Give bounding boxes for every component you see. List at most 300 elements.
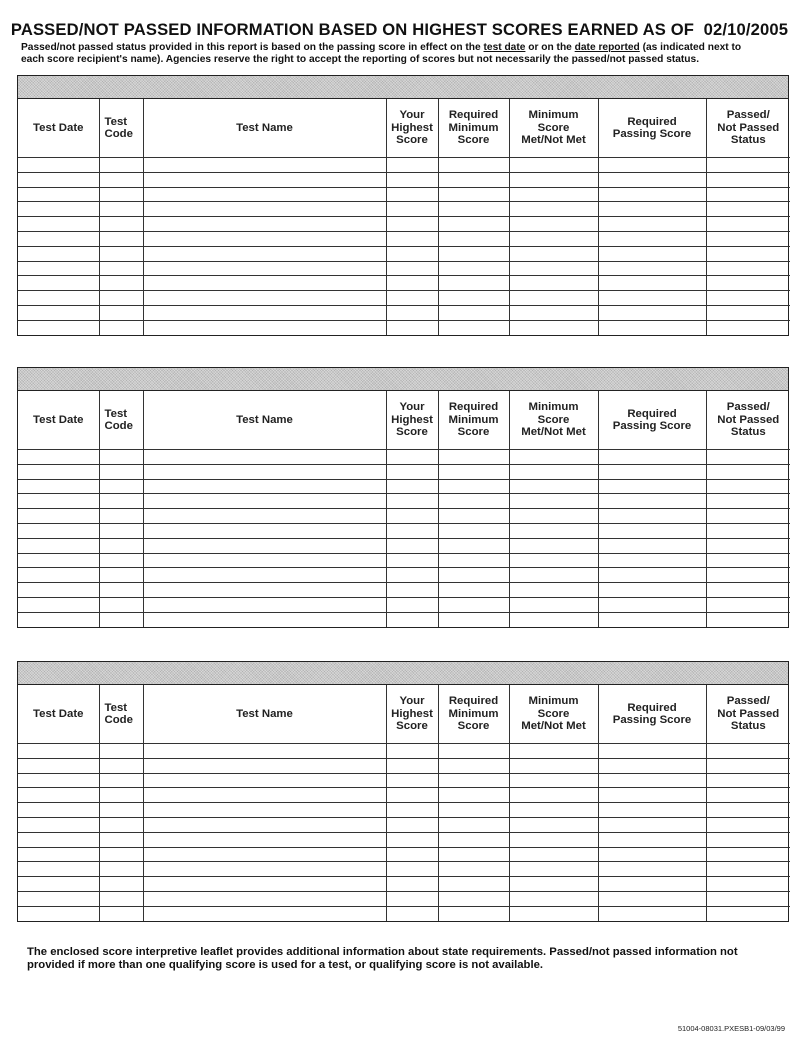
table-cell xyxy=(509,597,598,612)
table-cell xyxy=(438,231,509,246)
date-reported-term: date reported xyxy=(574,42,640,53)
column-header xyxy=(598,685,706,744)
column-header-text: Minimum xyxy=(528,109,579,122)
table-cell xyxy=(509,187,598,202)
score-table-2 xyxy=(17,367,789,628)
table-row xyxy=(18,509,790,524)
table-cell xyxy=(509,862,598,877)
table-cell xyxy=(18,276,99,291)
table-cell xyxy=(706,202,790,217)
table-cell xyxy=(99,261,143,276)
table-cell xyxy=(706,523,790,538)
table-cell xyxy=(598,450,706,465)
table-cell xyxy=(706,276,790,291)
table-row xyxy=(18,538,790,553)
table-cell xyxy=(598,464,706,479)
footer-note-line1: The enclosed score interpretive leaflet provides additional information about state requirements. Passed/not passed information not xyxy=(27,946,738,958)
table-cell xyxy=(438,877,509,892)
column-header-text: Required xyxy=(627,701,677,714)
table-cell xyxy=(598,479,706,494)
table-cell xyxy=(18,583,99,598)
table-cell xyxy=(438,773,509,788)
table-cell xyxy=(18,479,99,494)
column-header-text: Test xyxy=(104,115,128,128)
column-header-text: Passed/ xyxy=(726,109,770,122)
table-cell xyxy=(598,817,706,832)
column-header-text: Minimum xyxy=(528,401,579,414)
table-cell xyxy=(99,803,143,818)
table-cell xyxy=(99,291,143,306)
table-cell xyxy=(18,246,99,261)
table-cell xyxy=(99,450,143,465)
table-cell xyxy=(99,276,143,291)
table-row xyxy=(18,803,790,818)
table-cell xyxy=(706,597,790,612)
table-cell xyxy=(18,803,99,818)
table-cell xyxy=(438,523,509,538)
table-cell xyxy=(509,479,598,494)
table-cell xyxy=(386,231,438,246)
table-cell xyxy=(706,862,790,877)
table-cell xyxy=(99,891,143,906)
table-cell xyxy=(438,847,509,862)
table-cell xyxy=(438,568,509,583)
table-cell xyxy=(143,553,386,568)
table-cell xyxy=(438,788,509,803)
column-header-text: Met/Not Met xyxy=(521,720,586,733)
table-cell xyxy=(598,788,706,803)
table-row xyxy=(18,172,790,187)
table-cell xyxy=(438,758,509,773)
column-header xyxy=(386,685,438,744)
table-cell xyxy=(598,847,706,862)
table-cell xyxy=(143,523,386,538)
intro-text-3: (as indicated next to xyxy=(639,42,742,53)
column-header-text: Met/Not Met xyxy=(521,426,586,439)
column-header-text: Highest xyxy=(391,413,433,426)
table-row xyxy=(18,906,790,920)
column-header xyxy=(18,685,99,744)
column-header-text: Status xyxy=(730,720,766,733)
table-cell xyxy=(99,877,143,892)
table-cell xyxy=(386,479,438,494)
column-header-text: Required xyxy=(448,695,499,708)
table-cell xyxy=(598,583,706,598)
table-cell xyxy=(99,187,143,202)
table-cell xyxy=(386,217,438,232)
column-header-text: Test Name xyxy=(236,121,293,134)
table-row xyxy=(18,261,790,276)
table-row xyxy=(18,788,790,803)
column-header-text: Highest xyxy=(391,121,433,134)
table-cell xyxy=(143,217,386,232)
table-cell xyxy=(598,877,706,892)
table-cell xyxy=(386,202,438,217)
column-header-text: Code xyxy=(104,420,133,432)
table-cell xyxy=(18,291,99,306)
table-cell xyxy=(706,464,790,479)
table-cell xyxy=(598,832,706,847)
table-cell xyxy=(99,568,143,583)
table-cell xyxy=(99,246,143,261)
table-header-band xyxy=(18,662,788,685)
score-grid xyxy=(18,391,790,627)
column-header-text: Status xyxy=(730,426,766,439)
column-header-text: Test xyxy=(104,701,128,714)
column-header-text: Passing Score xyxy=(612,420,692,432)
table-cell xyxy=(438,597,509,612)
table-cell xyxy=(598,320,706,334)
table-cell xyxy=(438,202,509,217)
table-cell xyxy=(509,523,598,538)
table-cell xyxy=(386,305,438,320)
table-cell xyxy=(18,305,99,320)
table-cell xyxy=(706,246,790,261)
column-header-text: Passed/ xyxy=(726,401,770,414)
table-cell xyxy=(598,803,706,818)
table-cell xyxy=(99,847,143,862)
table-cell xyxy=(706,172,790,187)
table-row xyxy=(18,291,790,306)
column-header-text: Minimum xyxy=(448,121,499,134)
intro-text-1: Passed/not passed status provided in this report is based on the passing score in effect on the xyxy=(21,42,484,53)
table-cell xyxy=(143,538,386,553)
table-cell xyxy=(99,773,143,788)
column-header-text: Met/Not Met xyxy=(521,134,586,147)
column-header xyxy=(99,685,143,744)
table-cell xyxy=(18,906,99,920)
column-header xyxy=(598,99,706,158)
table-cell xyxy=(509,246,598,261)
table-cell xyxy=(438,744,509,759)
column-header-text: Test Date xyxy=(33,121,84,134)
table-cell xyxy=(143,597,386,612)
table-cell xyxy=(706,788,790,803)
table-cell xyxy=(509,158,598,173)
table-cell xyxy=(99,494,143,509)
table-cell xyxy=(143,450,386,465)
table-cell xyxy=(598,509,706,524)
table-cell xyxy=(598,261,706,276)
table-cell xyxy=(143,744,386,759)
table-cell xyxy=(18,758,99,773)
table-cell xyxy=(386,276,438,291)
column-header-text: Passed/ xyxy=(726,695,770,708)
table-cell xyxy=(386,464,438,479)
table-row xyxy=(18,891,790,906)
table-cell xyxy=(509,538,598,553)
table-cell xyxy=(706,906,790,920)
column-header xyxy=(386,391,438,450)
table-cell xyxy=(99,744,143,759)
table-cell xyxy=(598,891,706,906)
table-cell xyxy=(598,187,706,202)
table-cell xyxy=(386,891,438,906)
table-cell xyxy=(598,246,706,261)
table-cell xyxy=(598,231,706,246)
table-cell xyxy=(706,479,790,494)
footer-note-line2: provided if more than one qualifying score is used for a test, or qualifying score is not available. xyxy=(27,959,544,971)
table-cell xyxy=(386,758,438,773)
table-cell xyxy=(143,158,386,173)
table-cell xyxy=(509,305,598,320)
table-cell xyxy=(706,509,790,524)
table-row xyxy=(18,320,790,334)
table-cell xyxy=(143,847,386,862)
table-cell xyxy=(18,231,99,246)
table-cell xyxy=(18,568,99,583)
column-header xyxy=(509,685,598,744)
table-cell xyxy=(99,788,143,803)
table-cell xyxy=(598,523,706,538)
intro-text-2: or on the xyxy=(525,42,575,53)
table-row xyxy=(18,217,790,232)
column-header-text: Score xyxy=(396,134,428,147)
column-header xyxy=(509,391,598,450)
table-cell xyxy=(509,464,598,479)
column-header-text: Score xyxy=(457,720,490,733)
table-cell xyxy=(143,832,386,847)
column-header-text: Test Name xyxy=(236,707,293,720)
table-row xyxy=(18,202,790,217)
table-cell xyxy=(598,758,706,773)
table-cell xyxy=(386,862,438,877)
table-cell xyxy=(386,450,438,465)
table-cell xyxy=(438,320,509,334)
table-cell xyxy=(99,758,143,773)
table-cell xyxy=(386,788,438,803)
table-cell xyxy=(598,276,706,291)
table-cell xyxy=(438,832,509,847)
table-cell xyxy=(143,172,386,187)
table-cell xyxy=(99,231,143,246)
column-header xyxy=(706,99,790,158)
column-header-text: Highest xyxy=(391,707,433,720)
table-cell xyxy=(386,172,438,187)
table-cell xyxy=(598,538,706,553)
table-cell xyxy=(438,158,509,173)
column-header-text: Test Date xyxy=(33,707,84,720)
table-cell xyxy=(143,494,386,509)
table-cell xyxy=(438,553,509,568)
column-header xyxy=(438,391,509,450)
table-cell xyxy=(509,612,598,626)
table-row xyxy=(18,612,790,626)
table-cell xyxy=(706,261,790,276)
table-cell xyxy=(386,553,438,568)
table-cell xyxy=(143,891,386,906)
table-row xyxy=(18,832,790,847)
table-cell xyxy=(99,464,143,479)
column-header-text: Code xyxy=(104,714,133,726)
table-cell xyxy=(706,803,790,818)
table-cell xyxy=(438,305,509,320)
table-cell xyxy=(438,291,509,306)
table-cell xyxy=(99,320,143,334)
column-header-text: Score xyxy=(457,426,490,439)
table-cell xyxy=(18,261,99,276)
table-cell xyxy=(438,817,509,832)
table-cell xyxy=(438,187,509,202)
table-cell xyxy=(706,158,790,173)
table-cell xyxy=(509,847,598,862)
table-cell xyxy=(509,744,598,759)
table-cell xyxy=(509,509,598,524)
table-cell xyxy=(18,597,99,612)
table-cell xyxy=(386,597,438,612)
table-cell xyxy=(438,172,509,187)
column-header-text: Minimum xyxy=(448,413,499,426)
table-cell xyxy=(598,217,706,232)
table-row xyxy=(18,877,790,892)
column-header-text: Minimum xyxy=(448,707,499,720)
table-cell xyxy=(18,523,99,538)
table-cell xyxy=(99,862,143,877)
table-cell xyxy=(706,773,790,788)
intro-text-line2: each score recipient's name). Agencies reserve the right to accept the reporting of scores but not necessarily the passed/not passed status. xyxy=(21,54,700,65)
table-cell xyxy=(598,553,706,568)
table-cell xyxy=(706,568,790,583)
table-cell xyxy=(509,758,598,773)
table-cell xyxy=(598,202,706,217)
column-header-text: Status xyxy=(730,134,766,147)
table-row xyxy=(18,464,790,479)
table-cell xyxy=(143,261,386,276)
table-cell xyxy=(509,891,598,906)
table-cell xyxy=(438,276,509,291)
table-cell xyxy=(509,450,598,465)
table-cell xyxy=(18,832,99,847)
table-cell xyxy=(386,832,438,847)
table-cell xyxy=(438,906,509,920)
table-cell xyxy=(18,450,99,465)
table-cell xyxy=(509,803,598,818)
table-cell xyxy=(99,305,143,320)
table-cell xyxy=(99,553,143,568)
column-header xyxy=(143,391,386,450)
table-cell xyxy=(143,305,386,320)
column-header xyxy=(18,99,99,158)
table-cell xyxy=(706,217,790,232)
table-cell xyxy=(143,464,386,479)
column-header-text: Minimum xyxy=(528,695,579,708)
table-cell xyxy=(706,538,790,553)
column-header-text: Required xyxy=(627,407,677,420)
table-cell xyxy=(598,744,706,759)
table-row xyxy=(18,246,790,261)
table-cell xyxy=(598,597,706,612)
table-cell xyxy=(143,817,386,832)
table-cell xyxy=(438,464,509,479)
table-row xyxy=(18,583,790,598)
header-row xyxy=(18,99,790,158)
table-cell xyxy=(706,291,790,306)
table-cell xyxy=(18,202,99,217)
table-cell xyxy=(509,202,598,217)
table-cell xyxy=(143,276,386,291)
table-cell xyxy=(706,305,790,320)
table-cell xyxy=(509,291,598,306)
table-cell xyxy=(18,788,99,803)
test-date-term: test date xyxy=(483,42,526,53)
table-row xyxy=(18,494,790,509)
table-cell xyxy=(509,817,598,832)
table-cell xyxy=(386,523,438,538)
column-header-text: Required xyxy=(627,115,677,128)
title-text: PASSED/NOT PASSED INFORMATION BASED ON HIGHEST SCORES EARNED AS OF xyxy=(10,20,695,39)
table-cell xyxy=(438,479,509,494)
table-row xyxy=(18,744,790,759)
table-cell xyxy=(438,862,509,877)
table-header-band xyxy=(18,76,788,99)
table-cell xyxy=(99,158,143,173)
table-cell xyxy=(18,612,99,626)
table-cell xyxy=(99,202,143,217)
table-cell xyxy=(438,217,509,232)
column-header-text: Required xyxy=(448,401,499,414)
table-cell xyxy=(143,479,386,494)
table-row xyxy=(18,553,790,568)
column-header-text: Passing Score xyxy=(612,128,692,140)
table-cell xyxy=(509,906,598,920)
table-cell xyxy=(386,612,438,626)
table-cell xyxy=(509,773,598,788)
table-header-band xyxy=(18,368,788,391)
table-cell xyxy=(706,817,790,832)
table-cell xyxy=(18,553,99,568)
table-cell xyxy=(509,568,598,583)
column-header xyxy=(99,391,143,450)
table-cell xyxy=(18,744,99,759)
table-row xyxy=(18,862,790,877)
table-cell xyxy=(386,538,438,553)
table-cell xyxy=(386,509,438,524)
page-title xyxy=(0,20,799,40)
table-cell xyxy=(598,494,706,509)
column-header xyxy=(18,391,99,450)
table-cell xyxy=(18,847,99,862)
table-cell xyxy=(706,891,790,906)
table-cell xyxy=(386,158,438,173)
intro-paragraph xyxy=(21,42,791,66)
table-cell xyxy=(386,261,438,276)
table-row xyxy=(18,847,790,862)
table-cell xyxy=(386,773,438,788)
footer-note xyxy=(27,946,792,972)
table-cell xyxy=(143,877,386,892)
table-cell xyxy=(143,246,386,261)
table-cell xyxy=(386,803,438,818)
table-cell xyxy=(18,158,99,173)
column-header xyxy=(509,99,598,158)
table-row xyxy=(18,568,790,583)
table-cell xyxy=(706,320,790,334)
table-cell xyxy=(706,877,790,892)
column-header xyxy=(706,391,790,450)
column-header xyxy=(598,391,706,450)
table-cell xyxy=(598,172,706,187)
table-cell xyxy=(18,877,99,892)
table-cell xyxy=(438,494,509,509)
score-grid xyxy=(18,685,790,921)
table-cell xyxy=(598,906,706,920)
table-cell xyxy=(143,906,386,920)
table-row xyxy=(18,231,790,246)
table-cell xyxy=(386,583,438,598)
column-header-text: Score xyxy=(396,426,428,439)
table-row xyxy=(18,187,790,202)
table-cell xyxy=(143,202,386,217)
